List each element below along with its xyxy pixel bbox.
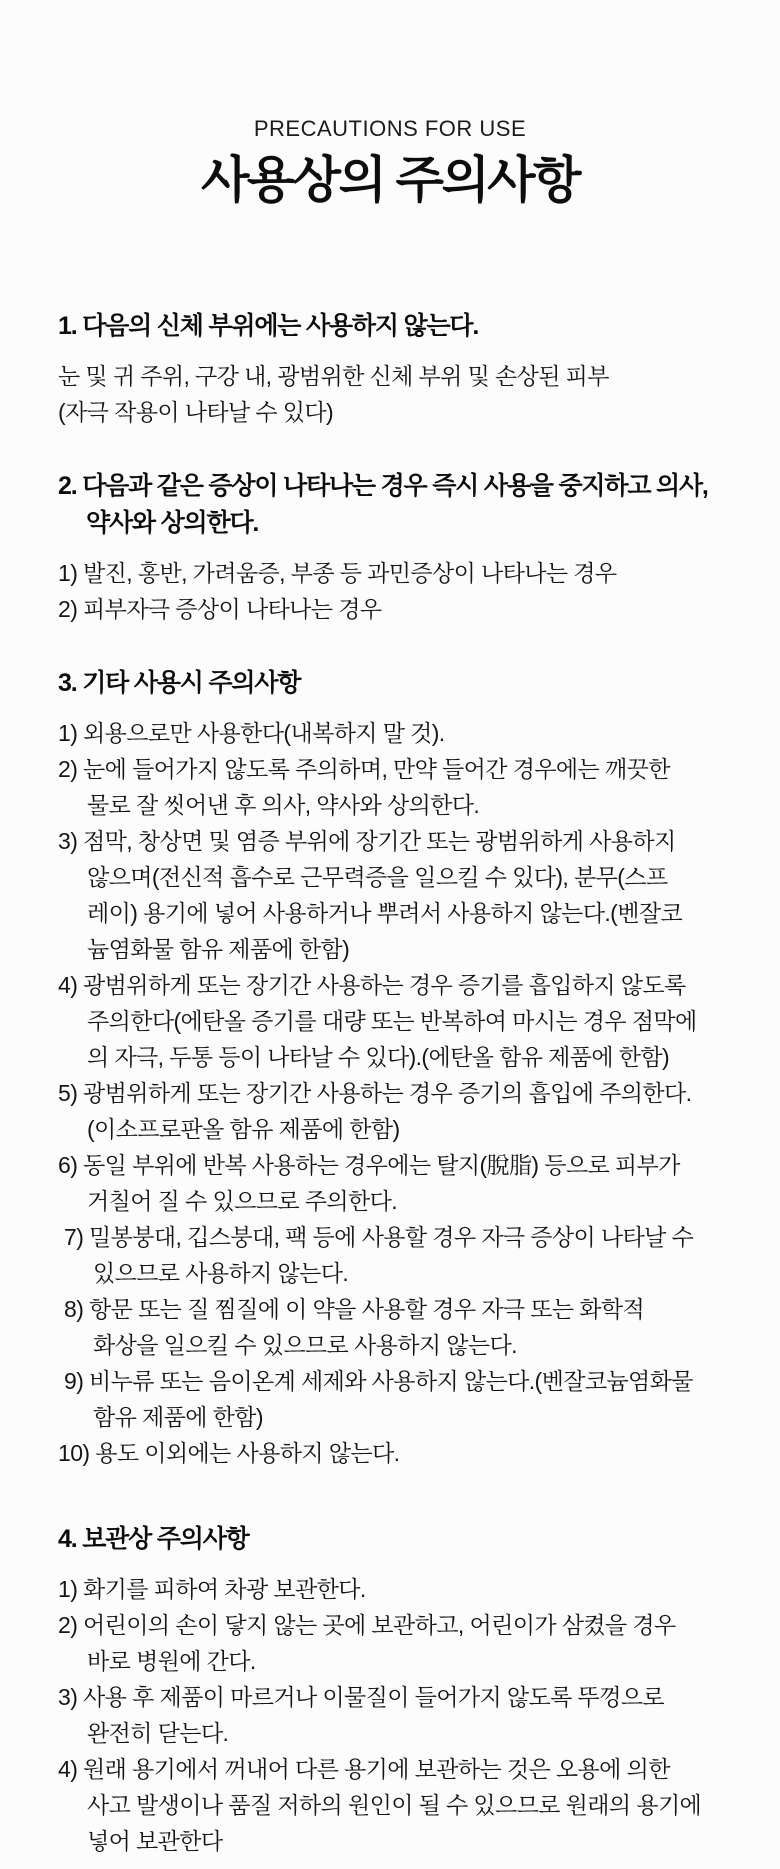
- heading-line: 2. 다음과 같은 증상이 나타나는 경우 즉시 사용을 중지하고 의사,: [58, 472, 708, 500]
- item-line: 8) 항문 또는 질 찜질에 이 약을 사용할 경우 자극 또는 화학적: [64, 1296, 645, 1322]
- list-item: [58, 1291, 722, 1363]
- item-line: 않으며(전신적 흡수로 근무력증을 일으킬 수 있다), 분무(스프: [87, 864, 668, 890]
- section-heading: [58, 665, 722, 702]
- heading-line: 약사와 상의한다.: [86, 509, 259, 537]
- list-item: [58, 555, 722, 591]
- item-line: 늄염화물 함유 제품에 한함): [87, 936, 350, 962]
- item-line: 완전히 닫는다.: [87, 1720, 229, 1746]
- item-line: 1) 발진, 홍반, 가려움증, 부종 등 과민증상이 나타나는 경우: [58, 560, 617, 586]
- list-item: [58, 1679, 722, 1751]
- item-line: 물로 잘 씻어낸 후 의사, 약사와 상의한다.: [87, 792, 480, 818]
- item-line: 3) 사용 후 제품이 마르거나 이물질이 들어가지 않도록 뚜껑으로: [58, 1684, 665, 1710]
- eyebrow-text: PRECAUTIONS FOR USE: [253, 116, 527, 141]
- section-body: [58, 358, 722, 430]
- list-item: [58, 1751, 722, 1859]
- item-line: 주의한다(에탄올 증기를 대량 또는 반복하여 마시는 경우 점막에: [87, 1008, 697, 1034]
- item-line: 7) 밀봉붕대, 깁스붕대, 팩 등에 사용할 경우 자극 증상이 나타날 수: [64, 1224, 694, 1250]
- item-line: 거칠어 질 수 있으므로 주의한다.: [87, 1188, 397, 1214]
- item-line: 1) 외용으로만 사용한다(내복하지 말 것).: [58, 720, 445, 746]
- item-line: 2) 눈에 들어가지 않도록 주의하며, 만약 들어간 경우에는 깨끗한: [58, 756, 670, 782]
- section-storage-precautions: [58, 1521, 722, 1859]
- section-heading: [58, 308, 722, 345]
- precaution-list: [58, 555, 722, 627]
- item-line: 바로 병원에 간다.: [87, 1648, 256, 1674]
- item-line: 있으므로 사용하지 않는다.: [93, 1260, 349, 1286]
- list-item: [58, 1363, 722, 1435]
- list-item: [58, 1075, 722, 1147]
- list-item: [58, 1147, 722, 1219]
- item-line: (이소프로판올 함유 제품에 한함): [87, 1116, 400, 1142]
- item-line: 의 자극, 두통 등이 나타날 수 있다).(에탄올 함유 제품에 한함): [87, 1044, 670, 1070]
- item-line: 10) 용도 이외에는 사용하지 않는다.: [58, 1440, 400, 1466]
- section-stop-use-symptoms: [58, 468, 722, 627]
- item-line: 사고 발생이나 품질 저하의 원인이 될 수 있으므로 원래의 용기에: [87, 1792, 702, 1818]
- item-line: 화상을 일으킬 수 있으므로 사용하지 않는다.: [93, 1332, 517, 1358]
- item-line: 3) 점막, 창상면 및 염증 부위에 장기간 또는 광범위하게 사용하지: [58, 828, 676, 854]
- precaution-list: [58, 1571, 722, 1859]
- list-item: [58, 1435, 722, 1471]
- section-body-parts: [58, 308, 722, 430]
- list-item: [58, 751, 722, 823]
- page-title: 사용상의 주의사항: [201, 152, 579, 208]
- item-line: 2) 피부자극 증상이 나타나는 경우: [58, 596, 382, 622]
- precaution-list: [58, 715, 722, 1471]
- item-line: 6) 동일 부위에 반복 사용하는 경우에는 탈지(脫脂) 등으로 피부가: [58, 1152, 680, 1178]
- item-line: 4) 원래 용기에서 꺼내어 다른 용기에 보관하는 것은 오용에 의한: [58, 1756, 670, 1782]
- body-line: (자극 작용이 나타날 수 있다): [58, 399, 334, 425]
- item-line: 2) 어린이의 손이 닿지 않는 곳에 보관하고, 어린이가 삼켰을 경우: [58, 1612, 676, 1638]
- item-line: 레이) 용기에 넣어 사용하거나 뿌려서 사용하지 않는다.(벤잘코: [87, 900, 683, 926]
- item-line: 넣어 보관한다: [87, 1828, 223, 1854]
- section-heading: [58, 468, 722, 542]
- heading-line: 1. 다음의 신체 부위에는 사용하지 않는다.: [58, 312, 479, 340]
- item-line: 5) 광범위하게 또는 장기간 사용하는 경우 증기의 흡입에 주의한다.: [58, 1080, 692, 1106]
- list-item: [58, 823, 722, 967]
- list-item: [58, 715, 722, 751]
- section-other-precautions: [58, 665, 722, 1471]
- list-item: [58, 1571, 722, 1607]
- body-line: 눈 및 귀 주위, 구강 내, 광범위한 신체 부위 및 손상된 피부: [58, 363, 609, 389]
- list-item: [58, 1607, 722, 1679]
- item-line: 9) 비누류 또는 음이온계 세제와 사용하지 않는다.(벤잘코늄염화물: [64, 1368, 693, 1394]
- section-heading: [58, 1521, 722, 1558]
- item-line: 1) 화기를 피하여 차광 보관한다.: [58, 1576, 366, 1602]
- list-item: [58, 967, 722, 1075]
- list-item: [58, 591, 722, 627]
- heading-line: 4. 보관상 주의사항: [58, 1525, 249, 1553]
- heading-line: 3. 기타 사용시 주의사항: [58, 669, 301, 697]
- item-line: 4) 광범위하게 또는 장기간 사용하는 경우 증기를 흡입하지 않도록: [58, 972, 686, 998]
- item-line: 함유 제품에 한함): [93, 1404, 263, 1430]
- list-item: [58, 1219, 722, 1291]
